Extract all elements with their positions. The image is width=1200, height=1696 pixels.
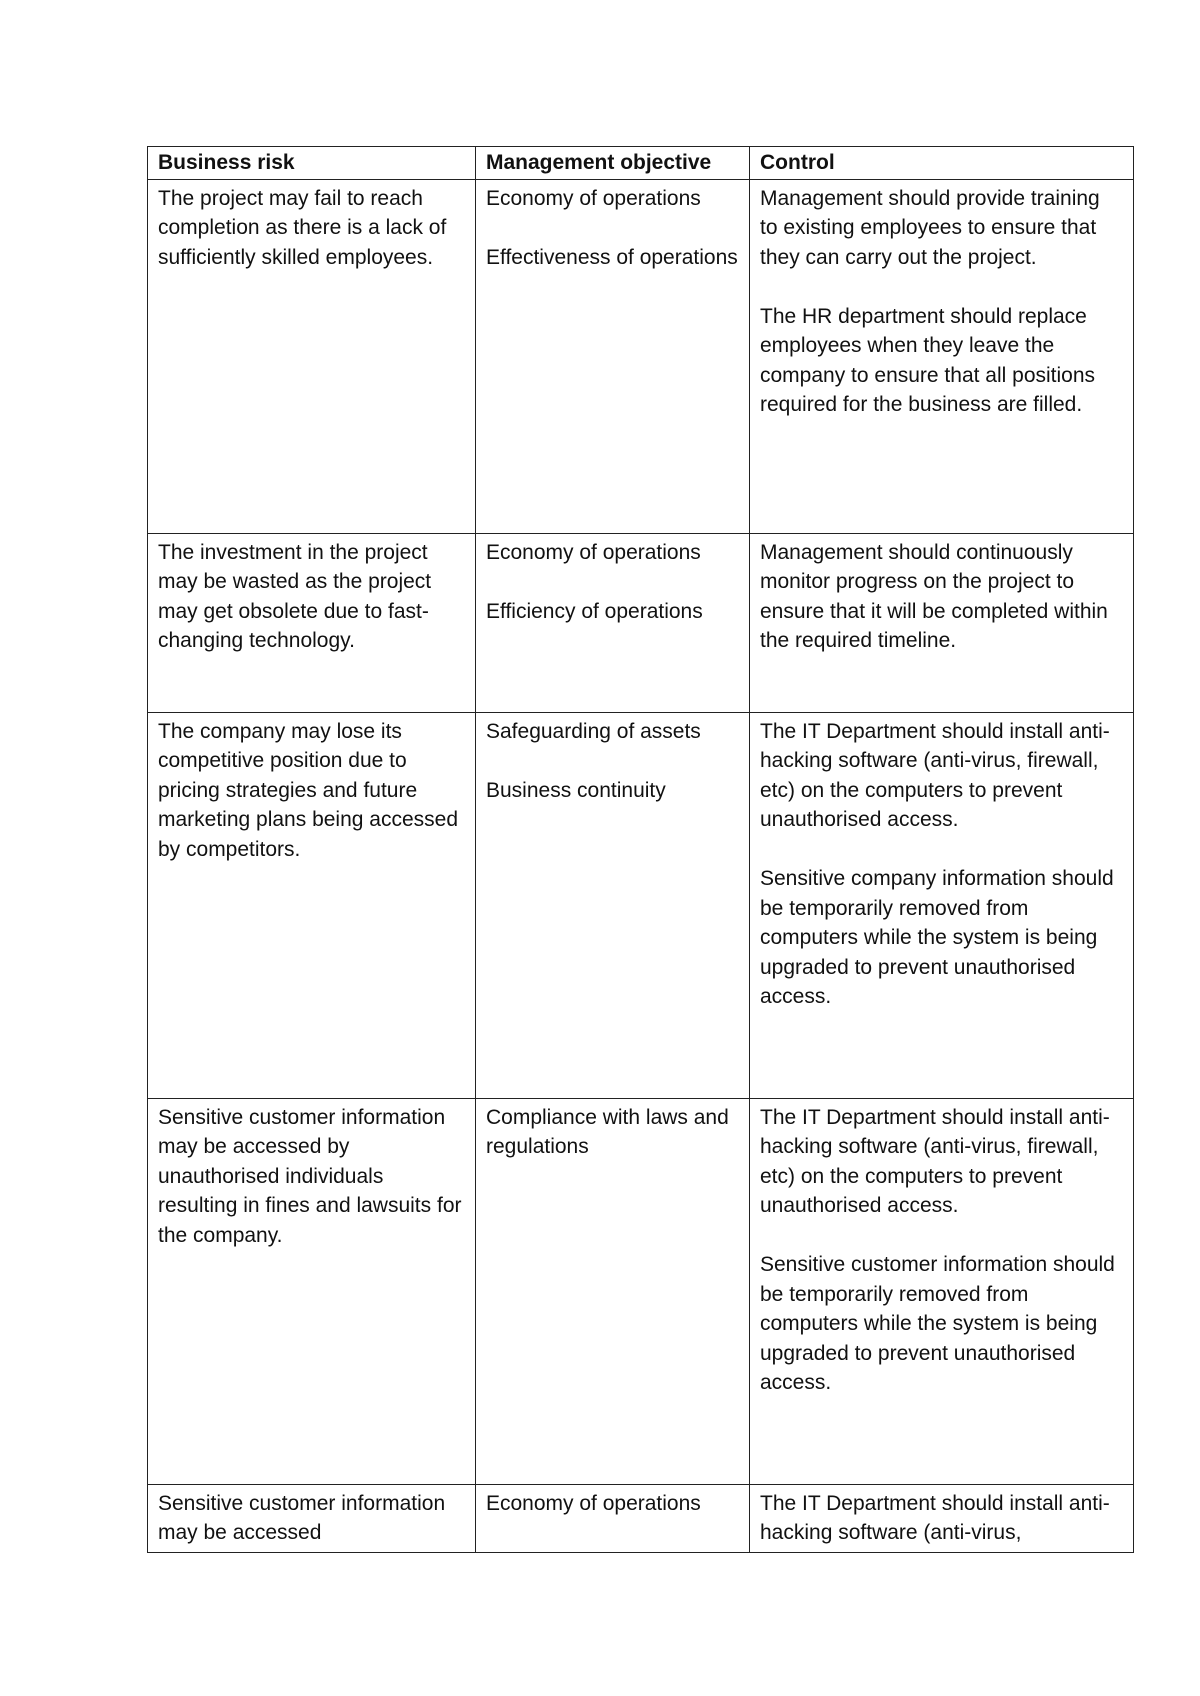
cell-text: Economy of operations <box>486 1491 701 1515</box>
cell-text: Efficiency of operations <box>486 599 703 623</box>
table-row <box>148 533 1134 712</box>
cell-text: Compliance with laws and regulations <box>486 1105 729 1158</box>
business-risk-cell <box>148 1484 476 1552</box>
cell-text: The HR department should replace employees when they leave the company to ensure that all positions required for the business are filled. <box>760 304 1096 416</box>
cell-text: The project may fail to reach completion as there is a lack of sufficiently skilled employees. <box>158 186 447 269</box>
business-risk-cell <box>148 179 476 533</box>
table-row <box>148 712 1134 1098</box>
cell-text: Sensitive customer information should be temporarily removed from computers while the system is being upgraded to prevent unauthorised access. <box>760 1253 1115 1394</box>
cell-text: Management should continuously monitor progress on the project to ensure that it will be completed within the required timeline. <box>760 540 1108 652</box>
risk-control-table <box>147 146 1134 1553</box>
cell-text: Economy of operations <box>486 540 701 564</box>
table-header-row <box>148 147 1134 180</box>
cell-text: Sensitive customer information may be accessed by unauthorised individuals resulting in fines and lawsuits for the company. <box>158 1105 462 1247</box>
table-row <box>148 1098 1134 1484</box>
management-objective-cell <box>476 712 750 1098</box>
management-objective-cell <box>476 1484 750 1552</box>
header-control: Control <box>750 147 1134 180</box>
cell-text: Sensitive company information should be temporarily removed from computers while the system is being upgraded to prevent unauthorised access. <box>760 867 1114 1008</box>
table-row <box>148 1484 1134 1552</box>
cell-text: The investment in the project may be wasted as the project may get obsolete due to fast-changing technology. <box>158 540 432 652</box>
cell-text: Management should provide training to existing employees to ensure that they can carry out the project. <box>760 186 1100 269</box>
cell-text: Sensitive customer information may be accessed <box>158 1491 446 1544</box>
control-cell <box>750 533 1134 712</box>
table-row <box>148 179 1134 533</box>
header-business-risk: Business risk <box>148 147 476 180</box>
header-management-objective: Management objective <box>476 147 750 180</box>
cell-text: Business continuity <box>486 778 666 802</box>
management-objective-cell <box>476 1098 750 1484</box>
management-objective-cell <box>476 179 750 533</box>
cell-text: Economy of operations <box>486 186 701 210</box>
control-cell <box>750 179 1134 533</box>
control-cell <box>750 712 1134 1098</box>
management-objective-cell <box>476 533 750 712</box>
cell-text: Effectiveness of operations <box>486 245 738 269</box>
cell-text: The IT Department should install anti-hacking software (anti-virus, firewall, etc) on the computers to prevent unauthorised access. <box>760 719 1110 831</box>
business-risk-cell <box>148 533 476 712</box>
control-cell <box>750 1098 1134 1484</box>
business-risk-cell <box>148 1098 476 1484</box>
business-risk-cell <box>148 712 476 1098</box>
cell-text: The IT Department should install anti-hacking software (anti-virus, <box>760 1491 1110 1544</box>
cell-text: The company may lose its competitive position due to pricing strategies and future marketing plans being accessed by competitors. <box>158 719 459 861</box>
cell-text: Safeguarding of assets <box>486 719 701 743</box>
cell-text: The IT Department should install anti-hacking software (anti-virus, firewall, etc) on the computers to prevent unauthorised access. <box>760 1105 1110 1217</box>
control-cell <box>750 1484 1134 1552</box>
